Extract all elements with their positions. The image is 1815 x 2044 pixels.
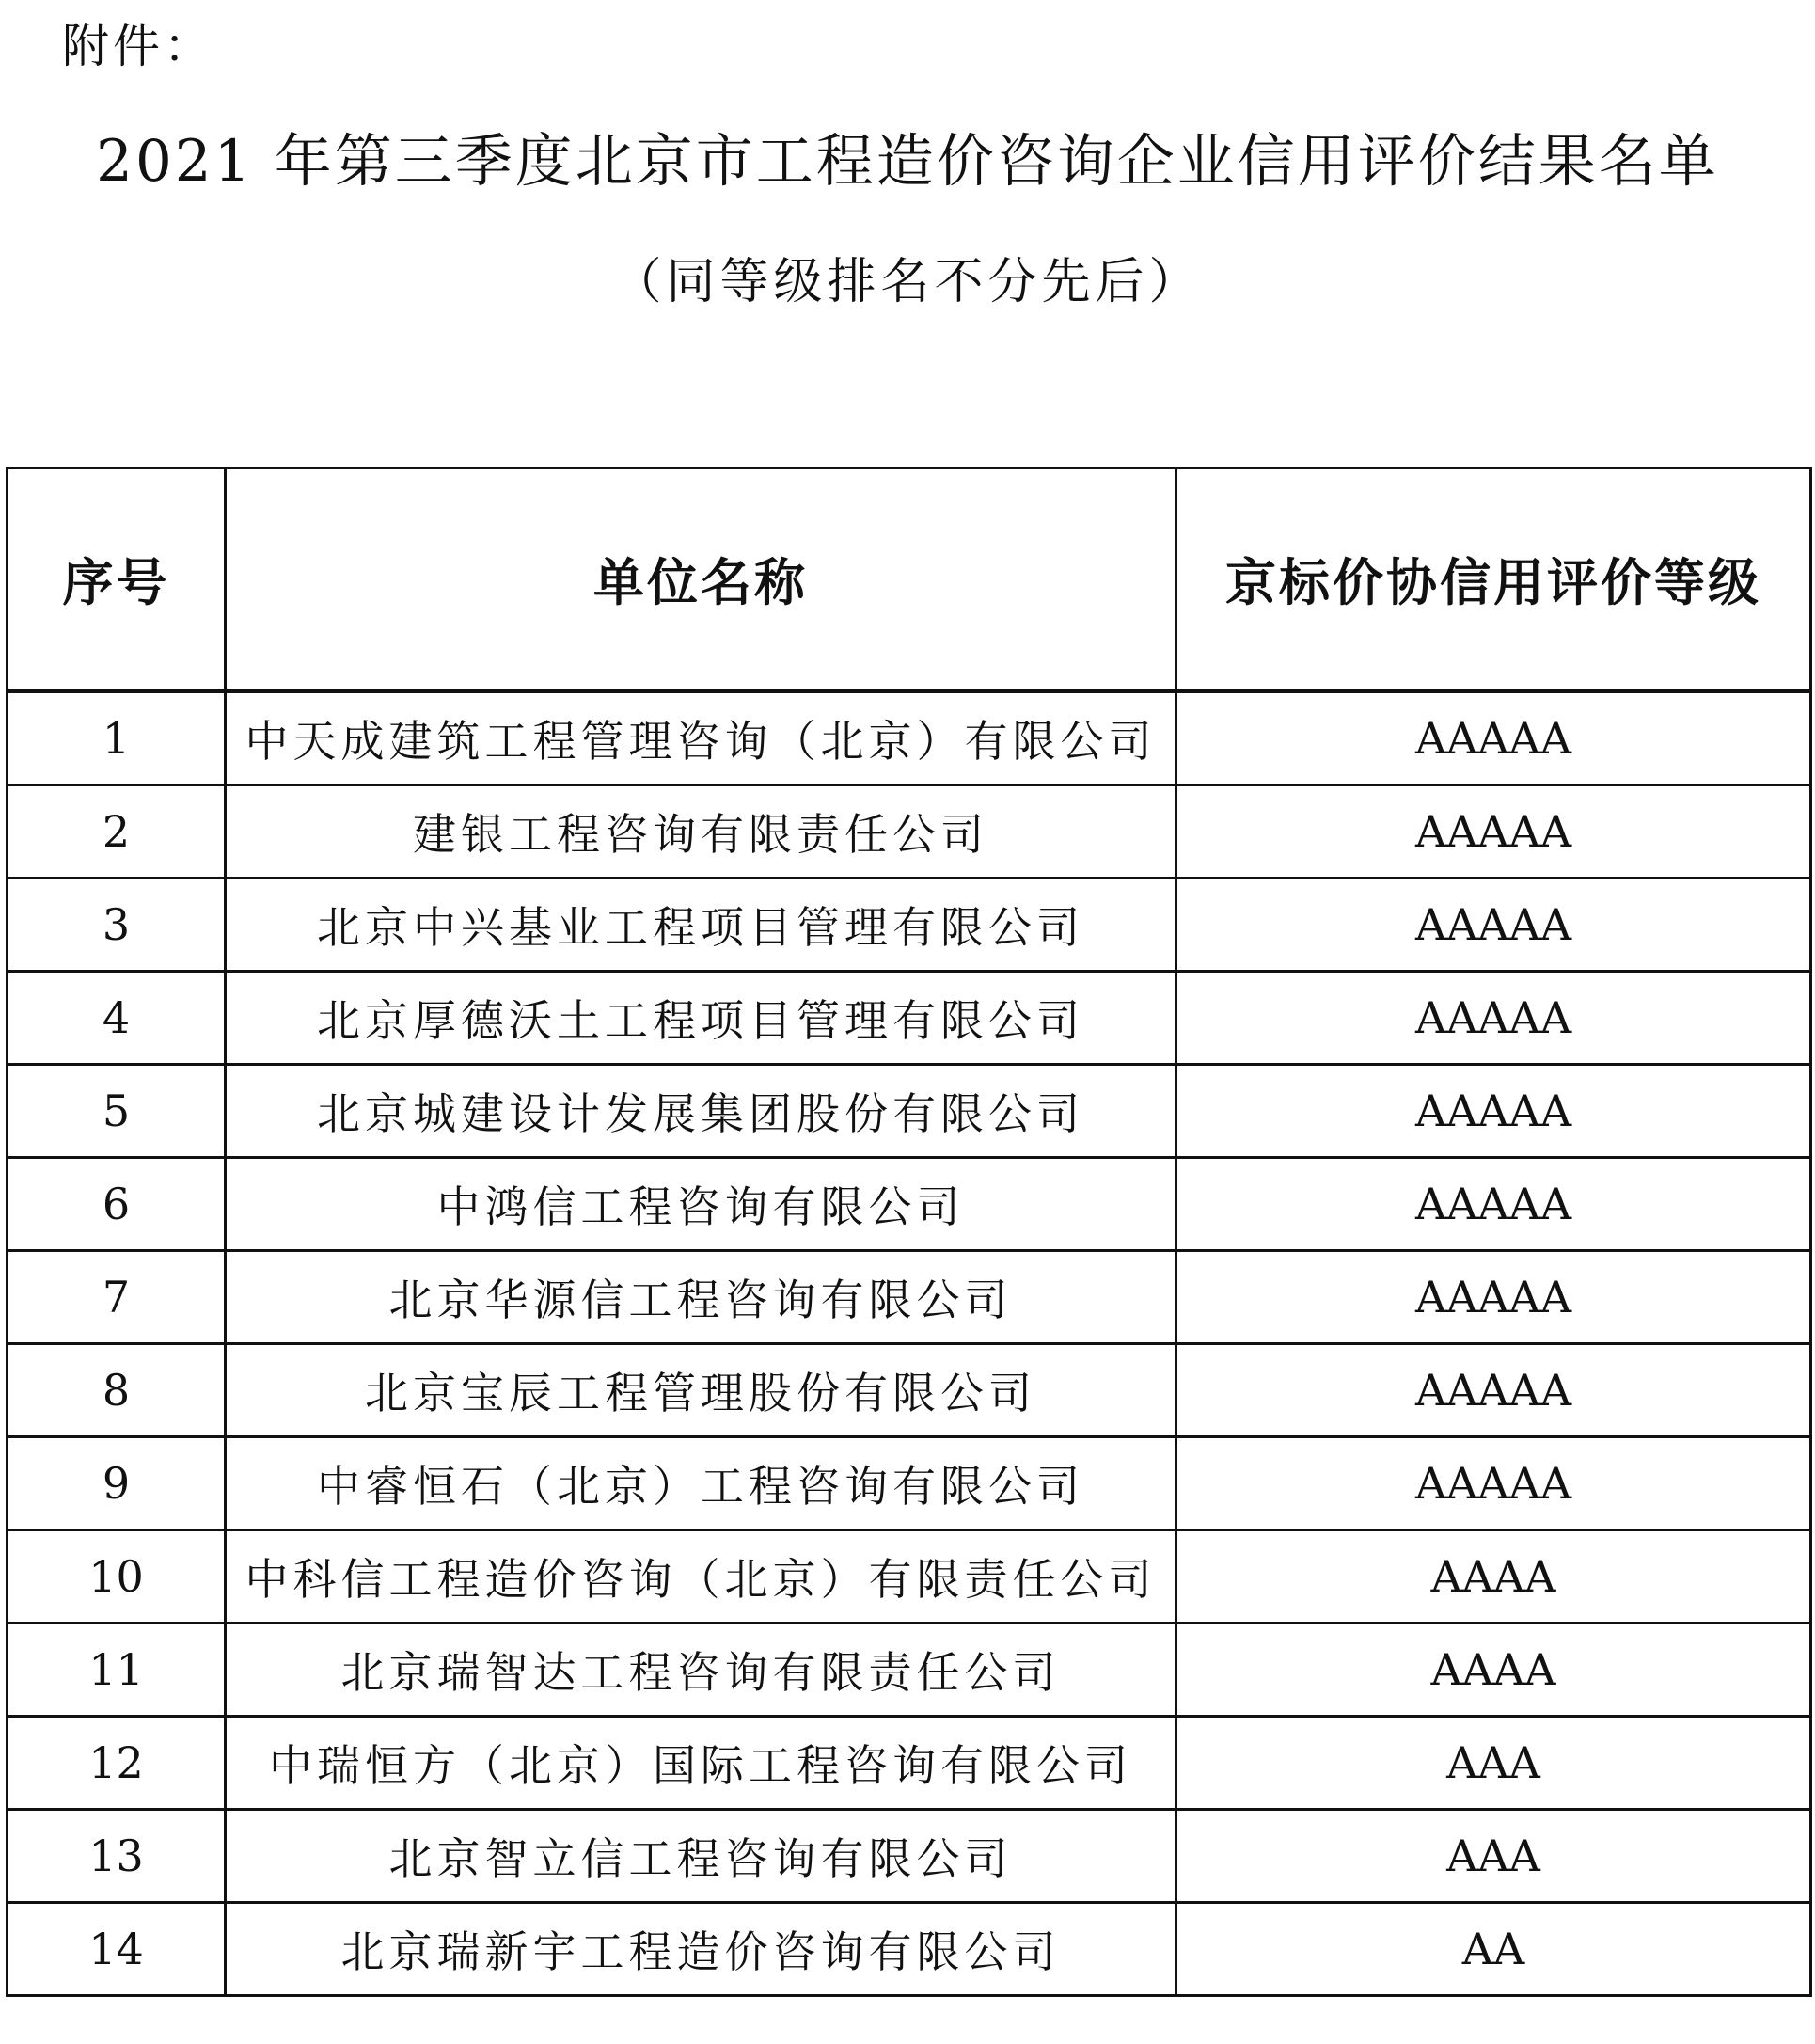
row-company-name: 北京智立信工程咨询有限公司 xyxy=(226,1810,1176,1903)
results-table xyxy=(6,467,1812,1997)
row-company-name: 中睿恒石（北京）工程咨询有限公司 xyxy=(226,1437,1176,1530)
table-row xyxy=(8,1065,1811,1158)
table-row xyxy=(8,1903,1811,1996)
row-company-name: 北京瑞新宇工程造价咨询有限公司 xyxy=(226,1903,1176,1996)
row-grade: AAAAA xyxy=(1176,1344,1811,1437)
row-company-name: 建银工程咨询有限责任公司 xyxy=(226,785,1176,879)
row-seq: 1 xyxy=(8,691,226,785)
row-grade: AAAAA xyxy=(1176,691,1811,785)
row-company-name: 北京中兴基业工程项目管理有限公司 xyxy=(226,879,1176,972)
row-grade: AAAAA xyxy=(1176,1158,1811,1251)
document-title: 2021 年第三季度北京市工程造价咨询企业信用评价结果名单 xyxy=(96,128,1719,195)
row-seq: 4 xyxy=(8,972,226,1065)
row-seq: 5 xyxy=(8,1065,226,1158)
row-grade: AAAA xyxy=(1176,1624,1811,1717)
row-seq: 12 xyxy=(8,1717,226,1810)
row-grade: AAAAA xyxy=(1176,1065,1811,1158)
attachment-label: 附件： xyxy=(62,19,214,73)
row-seq: 6 xyxy=(8,1158,226,1251)
table-row xyxy=(8,691,1811,785)
row-seq: 9 xyxy=(8,1437,226,1530)
table-header-row xyxy=(8,468,1811,691)
header-grade: 京标价协信用评价等级 xyxy=(1176,468,1811,691)
table-row xyxy=(8,785,1811,879)
row-grade: AAAA xyxy=(1176,1530,1811,1624)
row-grade: AAAAA xyxy=(1176,1437,1811,1530)
table-row xyxy=(8,1717,1811,1810)
table-row xyxy=(8,1624,1811,1717)
table-body xyxy=(8,691,1811,1996)
row-company-name: 北京城建设计发展集团股份有限公司 xyxy=(226,1065,1176,1158)
row-grade: AAA xyxy=(1176,1810,1811,1903)
table-row xyxy=(8,1251,1811,1344)
header-name: 单位名称 xyxy=(226,468,1176,691)
row-seq: 13 xyxy=(8,1810,226,1903)
row-company-name: 北京厚德沃土工程项目管理有限公司 xyxy=(226,972,1176,1065)
row-grade: AAAAA xyxy=(1176,879,1811,972)
row-grade: AAAAA xyxy=(1176,785,1811,879)
row-company-name: 北京宝辰工程管理股份有限公司 xyxy=(226,1344,1176,1437)
row-company-name: 中科信工程造价咨询（北京）有限责任公司 xyxy=(226,1530,1176,1624)
row-company-name: 中瑞恒方（北京）国际工程咨询有限公司 xyxy=(226,1717,1176,1810)
row-seq: 11 xyxy=(8,1624,226,1717)
row-company-name: 中天成建筑工程管理咨询（北京）有限公司 xyxy=(226,691,1176,785)
row-seq: 8 xyxy=(8,1344,226,1437)
row-seq: 10 xyxy=(8,1530,226,1624)
row-grade: AA xyxy=(1176,1903,1811,1996)
row-company-name: 北京瑞智达工程咨询有限责任公司 xyxy=(226,1624,1176,1717)
table-row xyxy=(8,1530,1811,1624)
row-seq: 2 xyxy=(8,785,226,879)
row-company-name: 中鸿信工程咨询有限公司 xyxy=(226,1158,1176,1251)
header-seq: 序号 xyxy=(8,468,226,691)
table-row xyxy=(8,879,1811,972)
row-company-name: 北京华源信工程咨询有限公司 xyxy=(226,1251,1176,1344)
row-grade: AAAAA xyxy=(1176,1251,1811,1344)
row-seq: 3 xyxy=(8,879,226,972)
table-row xyxy=(8,1810,1811,1903)
document-subtitle: （同等级排名不分先后） xyxy=(612,254,1203,310)
row-seq: 7 xyxy=(8,1251,226,1344)
table-row xyxy=(8,972,1811,1065)
table-row xyxy=(8,1437,1811,1530)
row-seq: 14 xyxy=(8,1903,226,1996)
table-row xyxy=(8,1344,1811,1437)
table-row xyxy=(8,1158,1811,1251)
row-grade: AAA xyxy=(1176,1717,1811,1810)
row-grade: AAAAA xyxy=(1176,972,1811,1065)
